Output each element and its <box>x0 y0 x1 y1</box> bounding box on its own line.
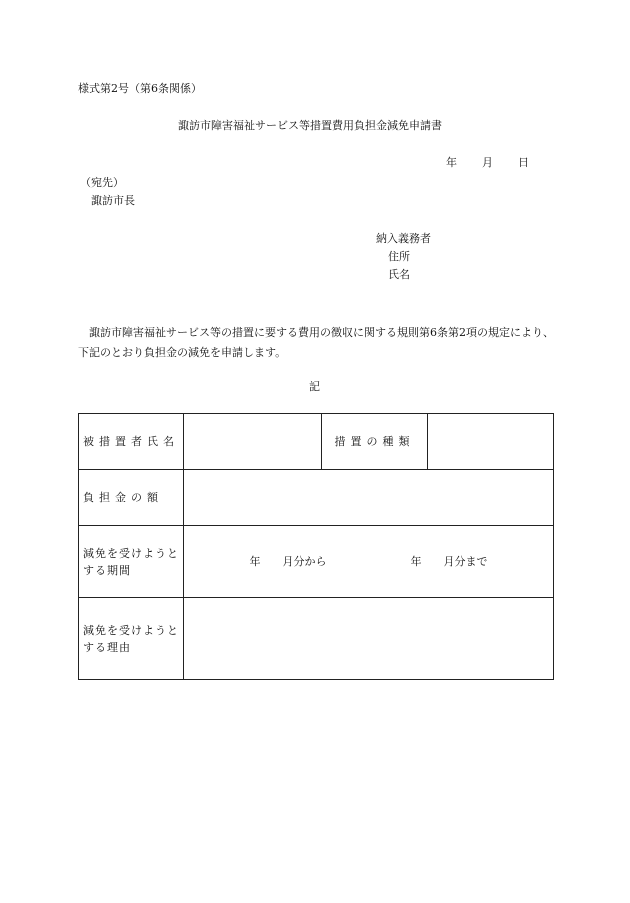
period-from: 年 月分から <box>249 554 327 568</box>
form-number: 様式第2号（第6条関係） <box>78 82 202 95</box>
date-day-label: 日 <box>518 156 529 169</box>
period-field[interactable] <box>184 526 554 598</box>
body-paragraph: 諏訪市障害福祉サービス等の措置に要する費用の徴収に関する規則第6条第2項の規定により、下記のとおり負担金の減免を申請します。 <box>78 326 554 359</box>
applicant-name-label: 氏名 <box>388 268 410 281</box>
date-month-label: 月 <box>482 156 493 169</box>
person-name-label: 被措置者氏名 <box>79 414 184 470</box>
table-row <box>79 526 554 598</box>
application-table <box>78 413 554 680</box>
person-name-field[interactable] <box>184 414 322 470</box>
document-title: 諏訪市障害福祉サービス等措置費用負担金減免申請書 <box>178 119 442 132</box>
applicant-heading: 納入義務者 <box>376 232 431 245</box>
period-to: 年 月分まで <box>410 554 488 568</box>
applicant-address-label: 住所 <box>388 250 410 263</box>
table-row <box>79 414 554 470</box>
burden-amount-field[interactable] <box>184 470 554 526</box>
ki-heading: 記 <box>309 380 320 393</box>
table-row <box>79 470 554 526</box>
addressee-label: （宛先） <box>80 176 124 189</box>
burden-amount-label: 負担金の額 <box>79 470 184 526</box>
measure-type-label: 措置の種類 <box>322 414 428 470</box>
reason-field[interactable] <box>184 598 554 680</box>
date-year-label: 年 <box>446 156 457 169</box>
table-row <box>79 598 554 680</box>
reason-label: 減免を受けようとする理由 <box>79 598 184 680</box>
measure-type-field[interactable] <box>428 414 554 470</box>
addressee-name: 諏訪市長 <box>91 194 135 207</box>
period-values <box>188 555 549 568</box>
period-label: 減免を受けようとする期間 <box>79 526 184 598</box>
